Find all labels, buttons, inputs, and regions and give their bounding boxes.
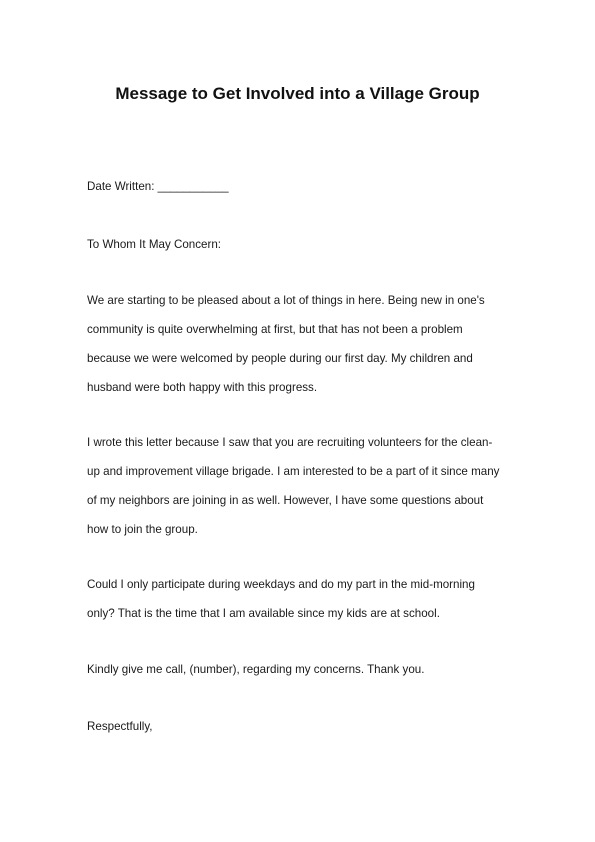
paragraph-line: of my neighbors are joining in as well. However, I have some questions about — [87, 494, 484, 507]
closing: Respectfully, — [87, 720, 153, 733]
paragraph-line: how to join the group. — [87, 523, 198, 536]
paragraph-line: I wrote this letter because I saw that you are recruiting volunteers for the clean- — [87, 436, 493, 449]
paragraph-line: husband were both happy with this progress. — [87, 381, 318, 394]
paragraph-line: We are starting to be pleased about a lot of things in here. Being new in one's — [87, 294, 485, 307]
salutation: To Whom It May Concern: — [87, 238, 222, 251]
paragraph-line: community is quite overwhelming at first, but that has not been a problem — [87, 323, 463, 336]
document-title: Message to Get Involved into a Village Group — [115, 84, 480, 103]
paragraph-line: because we were welcomed by people during our first day. My children and — [87, 352, 473, 365]
paragraph-line: Kindly give me call, (number), regarding my concerns. Thank you. — [87, 663, 425, 676]
paragraph-line: only? That is the time that I am available since my kids are at school. — [87, 607, 440, 620]
paragraph-line: Could I only participate during weekdays and do my part in the mid-morning — [87, 578, 475, 591]
paragraph-line: up and improvement village brigade. I am interested to be a part of it since many — [87, 465, 500, 478]
date-written-line: Date Written: ___________ — [87, 180, 229, 193]
